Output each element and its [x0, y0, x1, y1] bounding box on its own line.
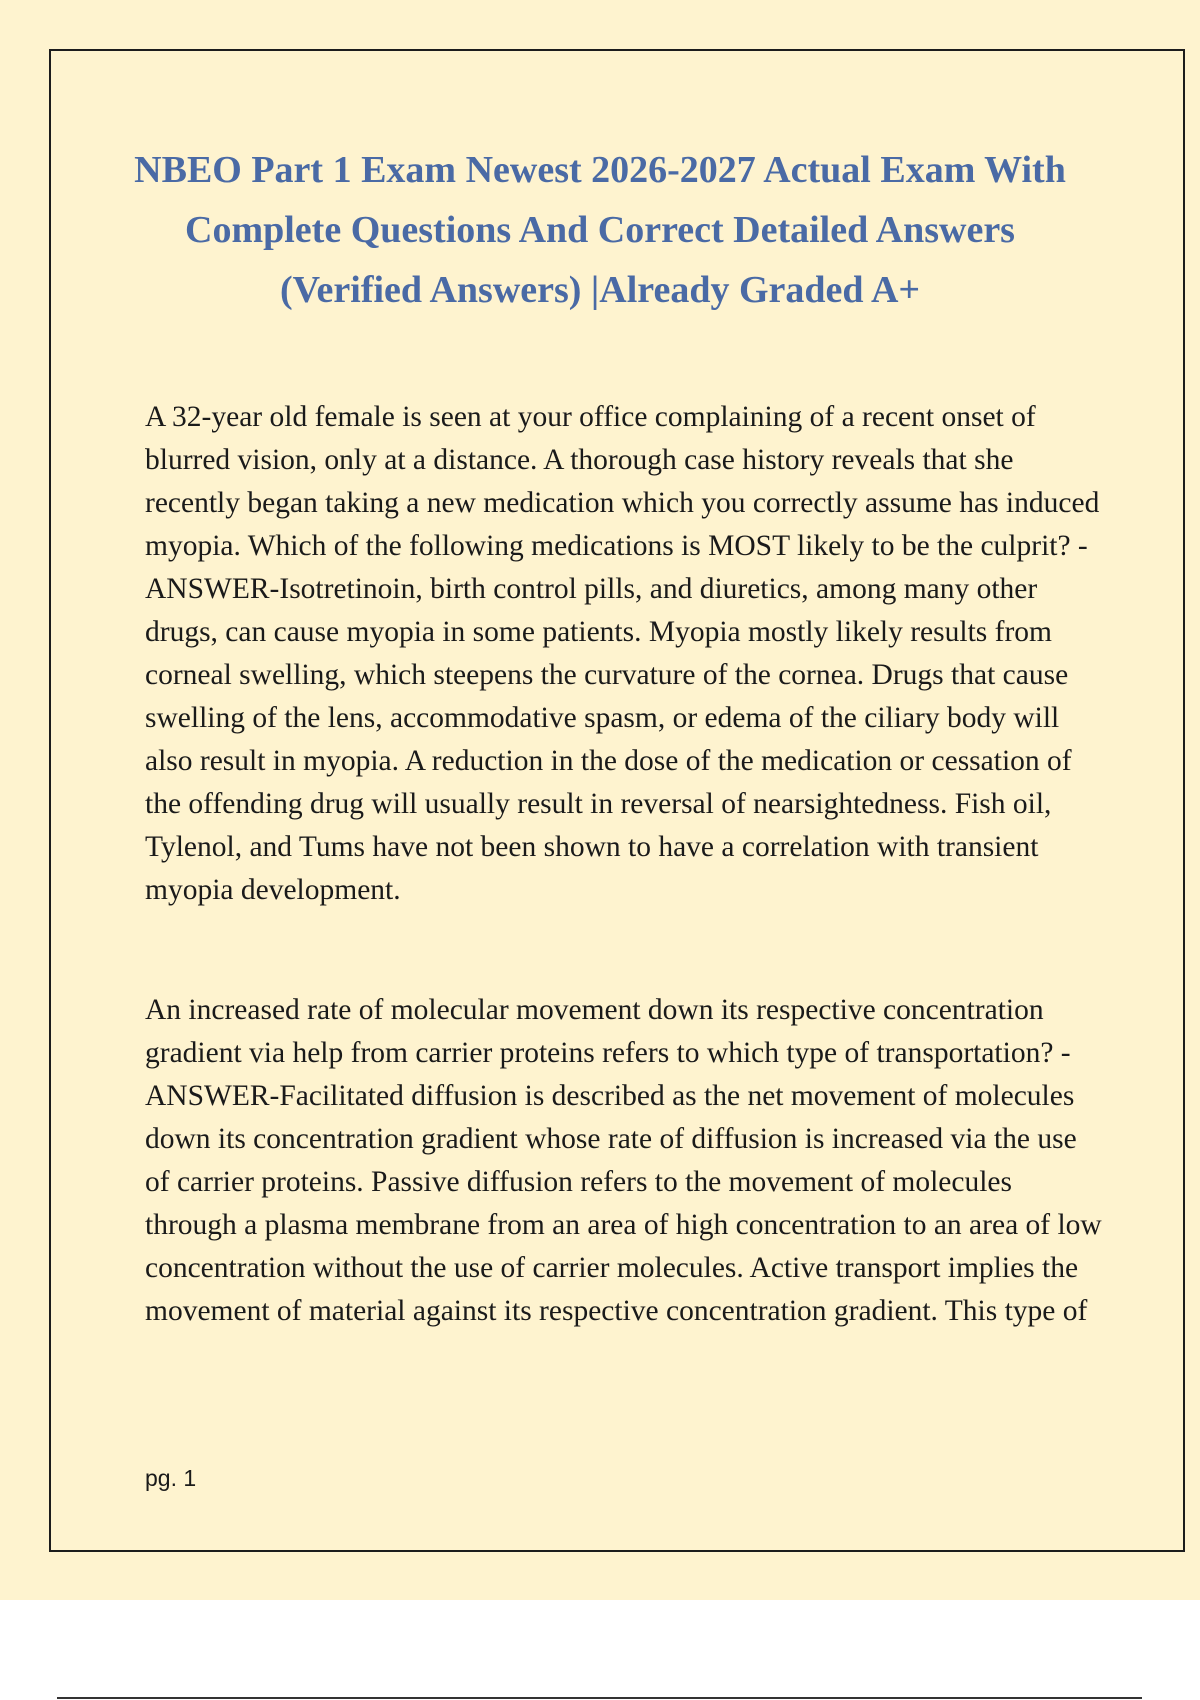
document-title: NBEO Part 1 Exam Newest 2026-2027 Actual Exam With Complete Questions And Correct Detailed Answers (Verified Answers) |Already Graded A+	[134, 149, 1066, 311]
document-body	[145, 396, 1105, 1410]
page-number: pg. 1	[145, 1465, 197, 1491]
bottom-divider	[57, 1697, 1142, 1699]
question-answer-1: A 32-year old female is seen at your office complaining of a recent onset of blurred vision, only at a distance. A thorough case history reveals that she recently began taking a new medication which you correctly assume has induced myopia. Which of the following medications is MOST likely to be the culprit? - ANSWER-Isotretinoin, birth control pills, and diuretics, among many other drugs, can cause myopia in some patients. Myopia mostly likely results from corneal swelling, which steepens the curvature of the cornea. Drugs that cause swelling of the lens, accommodative spasm, or edema of the ciliary body will also result in myopia. A reduction in the dose of the medication or cessation of the offending drug will usually result in reversal of nearsightedness. Fish oil, Tylenol, and Tums have not been shown to have a correlation with transient myopia development.	[145, 401, 1100, 906]
question-answer-2: An increased rate of molecular movement down its respective concentration gradient via help from carrier proteins refers to which type of transportation? - ANSWER-Facilitated diffusion is described as the net movement of molecules down its concentration gradient whose rate of diffusion is increased via the use of carrier proteins. Passive diffusion refers to the movement of molecules through a plasma membrane from an area of high concentration to an area of low concentration without the use of carrier molecules. Active transport implies the movement of material against its respective concentration gradient. This type of	[145, 994, 1102, 1327]
